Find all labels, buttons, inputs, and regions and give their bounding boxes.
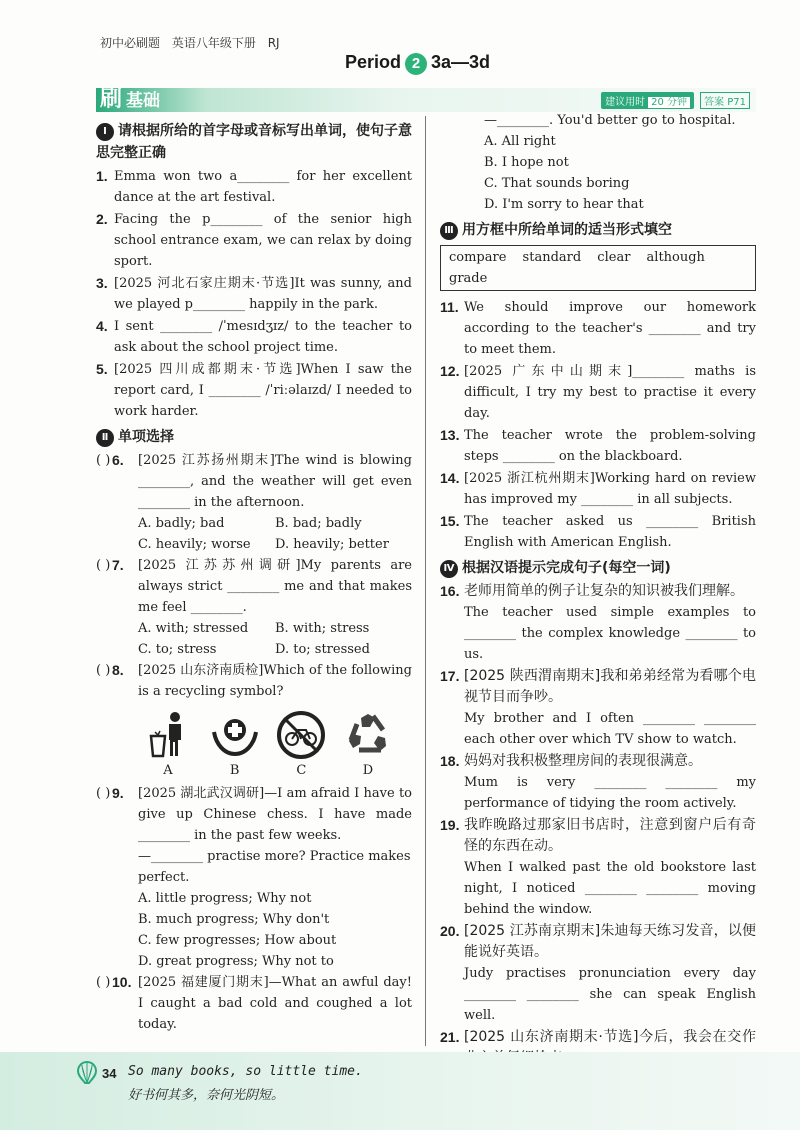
question-18: 18. 妈妈对我积极整理房间的表现很满意。 Mum is very ________ ________ my performance of tidying the room actively. (440, 753, 756, 811)
edition: RJ (267, 36, 280, 50)
section-1-heading: Ⅰ 请根据所给的首字母或音标写出单词，使句子意思完整正确 (96, 123, 412, 161)
question-13: 13. The teacher wrote the problem-solving steps ________ on the blackboard. (440, 427, 756, 464)
question-2: 2. Facing the p________ of the senior high school entrance exam, we can relax by doing sport. (96, 211, 412, 269)
brand-label: 刷 基础 (100, 87, 161, 112)
option-b[interactable]: B (205, 710, 265, 781)
word-box: compare standard clear although grade (440, 245, 756, 291)
question-14: 14. [2025 浙江杭州期末]Working hard on review has improved my ________ in all subjects. (440, 470, 756, 507)
option-b[interactable]: B. I hope not (484, 155, 569, 170)
litter-bin-icon (143, 710, 193, 760)
section-3-heading: Ⅲ 用方框中所给单词的适当形式填空 (440, 219, 756, 241)
book-header (100, 34, 288, 51)
question-19: 19. 我昨晚路过那家旧书店时，注意到窗户后有奇怪的东西在动。 When I walked past the old bookstore last night, I noticed ________ ________ moving behind the window. (440, 817, 756, 917)
question-6: ( ) 6. [2025 江苏扬州期末]The wind is blowing ________, and the weather will get even ________ in the afternoon. (96, 452, 412, 510)
question-9-dialog: —________ practise more? Practice makes perfect. (138, 849, 411, 885)
question-10-dialog: —________. You'd better go to hospital. (484, 113, 736, 128)
question-16: 16. 老师用简单的例子让复杂的知识被我们理解。 The teacher used simple examples to ________ the complex knowledge ________ to us. (440, 583, 756, 662)
option-c[interactable]: C. few progresses; How about (138, 933, 337, 948)
option-d[interactable]: D (338, 710, 398, 781)
question-9: ( ) 9. [2025 湖北武汉调研]—I am afraid I have to give up Chinese chess. I have made ________ in the past few weeks. (96, 785, 412, 843)
question-21: 21. [2025 山东济南期末·节选]今后，我会在交作 (440, 1029, 756, 1045)
option-a[interactable]: A. badly; bad (138, 516, 225, 531)
left-column (96, 116, 412, 1035)
question-20: 20. [2025 江苏南京期末]朱迪每天练习发音，以便能说好英语。 Judy practises pronunciation every day ________ ________ she can speak English well. (440, 923, 756, 1023)
symbol-options (138, 710, 398, 781)
suggested-time: 建议用时 20 分钟 (601, 92, 694, 109)
option-c[interactable]: C. heavily; worse (138, 537, 251, 552)
column-divider (425, 116, 426, 1046)
question-17: 17. [2025 陕西渭南期末]我和弟弟经常为看哪个电视节目而争吵。 My brother and I often ________ ________ each other over which TV show to watch. (440, 668, 756, 747)
option-c[interactable]: C. That sounds boring (484, 176, 630, 191)
question-3: 3. [2025 河北石家庄期末·节选]It was sunny, and we played p________ happily in the park. (96, 275, 412, 312)
question-7-options (96, 618, 412, 660)
period-number-badge: 2 (405, 53, 427, 75)
option-a[interactable]: A. All right (484, 134, 556, 149)
page-footer (0, 1052, 800, 1130)
answer-ref[interactable]: 答案 P71 (700, 92, 750, 109)
recycling-icon (343, 710, 393, 760)
footer-quote-cn: 好书何其多，奈何光阴短。 (128, 1088, 285, 1103)
option-d[interactable]: D. to; stressed (275, 642, 370, 657)
footer-quote-en: So many books, so little time. (128, 1064, 363, 1079)
option-a[interactable]: A. with; stressed (138, 621, 249, 636)
question-7: ( ) 7. [2025 江苏苏州调研]My parents are always strict ________ me and that makes me feel ________. (96, 557, 412, 615)
option-a[interactable]: A. little progress; Why not (138, 891, 312, 906)
series-name: 初中必刷题 (100, 36, 161, 50)
right-column (440, 110, 756, 1112)
question-15: 15. The teacher asked us ________ British English with American English. (440, 513, 756, 550)
question-10-options (440, 131, 756, 215)
question-10: ( ) 10. [2025 福建厦门期末]—What an awful day! I caught a bad cold and coughed a lot today. (96, 974, 412, 1032)
book-name: 英语八年级下册 (171, 36, 256, 50)
question-9-options (96, 888, 412, 972)
option-b[interactable]: B. with; stress (275, 621, 370, 636)
option-d[interactable]: D. I'm sorry to hear that (484, 197, 644, 212)
no-bicycle-icon (276, 710, 326, 760)
question-6-options (96, 513, 412, 555)
question-12: 12. [2025 广东中山期末]________ maths is difficult, I try my best to practise it every day. (440, 363, 756, 421)
health-care-icon (210, 710, 260, 760)
section-band (96, 88, 756, 112)
page-number: 34 (102, 1066, 117, 1081)
option-c[interactable]: C. to; stress (138, 642, 217, 657)
option-a[interactable]: A (138, 710, 198, 781)
section-2-heading: Ⅱ 单项选择 (96, 426, 412, 448)
hot-air-balloon-icon (76, 1060, 98, 1086)
question-11: 11. We should improve our homework according to the teacher's ________ and try to meet them. (440, 299, 756, 357)
question-1: 1. Emma won two a________ for her excellent dance at the art festival. (96, 168, 412, 205)
question-5: 5. [2025 四川成都期末·节选]When I saw the report card, I ________ /ˈriːəlaɪzd/ I needed to work harder. (96, 361, 412, 419)
option-d[interactable]: D. great progress; Why not to (138, 954, 334, 969)
period-range: 3a—3d (431, 52, 491, 72)
question-8: ( ) 8. [2025 山东济南质检]Which of the following is a recycling symbol? (96, 662, 412, 699)
section-4-heading: Ⅳ 根据汉语提示完成句子(每空一词) (440, 557, 756, 579)
option-d[interactable]: D. heavily; better (275, 537, 389, 552)
question-4: 4. I sent ________ /ˈmesɪdʒɪz/ to the teacher to ask about the school project time. (96, 318, 412, 355)
option-b[interactable]: B. bad; badly (275, 516, 362, 531)
period-title: Period 2 3a—3d (345, 52, 490, 75)
option-c[interactable]: C (271, 710, 331, 781)
option-b[interactable]: B. much progress; Why don't (138, 912, 330, 927)
